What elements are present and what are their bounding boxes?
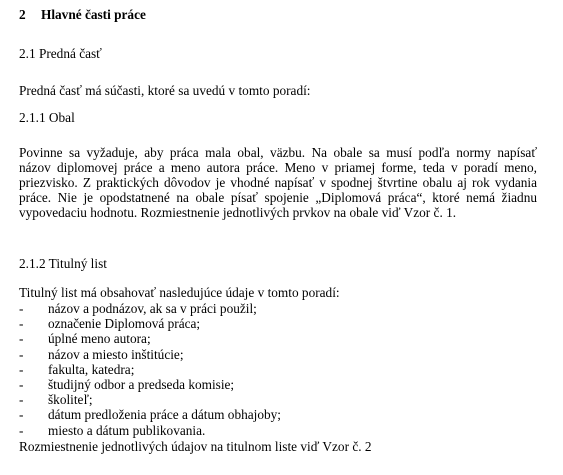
list-item — [19, 331, 281, 346]
list-item-text: úplné meno autora; — [48, 331, 151, 347]
list-item — [19, 377, 281, 392]
list-item — [19, 347, 281, 362]
section-2-1-2-intro: Titulný list má obsahovať nasledujúce údaje v tomto poradí: — [19, 285, 340, 300]
section-2-1-2-heading: 2.1.2 Titulný list — [19, 256, 107, 271]
list-item-text: študijný odbor a predseda komisie; — [48, 376, 235, 392]
paragraph-line: priezvisko. Z praktických dôvodov je vhodné napísať v spodnej štvrtine obalu aj rok vydania — [19, 175, 537, 190]
section-2-1-2-closing: Rozmiestnenie jednotlivých údajov na titulnom liste viď Vzor č. 2 — [19, 439, 372, 454]
list-item-text: dátum predloženia práce a dátum obhajoby; — [48, 407, 281, 423]
list-item — [19, 407, 281, 422]
list-dash: - — [19, 316, 24, 332]
list-item — [19, 301, 281, 316]
list-item — [19, 423, 281, 438]
list-item-text: miesto a dátum publikovania. — [48, 422, 206, 438]
list-dash: - — [19, 407, 24, 423]
section-2-1-heading: 2.1 Predná časť — [19, 46, 102, 61]
list-item-text: označenie Diplomová práca; — [48, 316, 201, 332]
chapter-heading — [19, 7, 146, 22]
list-item — [19, 392, 281, 407]
list-dash: - — [19, 361, 24, 377]
paragraph-line: vypovedaciu hodnotu. Rozmiestnenie jednotlivých prvkov na obale viď Vzor č. 1. — [19, 205, 457, 220]
list-dash: - — [19, 331, 24, 347]
list-item — [19, 362, 281, 377]
section-2-1-1-paragraph — [19, 145, 537, 220]
list-item-text: názov a miesto inštitúcie; — [48, 346, 184, 362]
list-dash: - — [19, 376, 24, 392]
chapter-number: 2 — [19, 7, 26, 22]
list-item — [19, 316, 281, 331]
list-dash: - — [19, 301, 24, 316]
list-dash: - — [19, 346, 24, 362]
list-dash: - — [19, 392, 24, 408]
title-page-items-list — [19, 301, 281, 438]
paragraph-line: názov diplomovej práce a meno autora práce. Meno v priamej forme, teda v poradí meno, — [19, 160, 537, 175]
list-item-text: fakulta, katedra; — [48, 361, 135, 377]
section-2-1-1-heading: 2.1.1 Obal — [19, 110, 75, 125]
list-item-text: školiteľ; — [48, 392, 93, 408]
list-dash: - — [19, 422, 24, 438]
section-2-1-intro: Predná časť má súčasti, ktoré sa uvedú v tomto poradí: — [19, 83, 311, 98]
paragraph-line: práce. Nie je opodstatnené na obale písať spojenie „Diplomová práca“, ktoré nemá žiadnu — [19, 190, 537, 205]
chapter-title: Hlavné časti práce — [41, 7, 146, 22]
list-item-text: názov a podnázov, ak sa v práci použil; — [48, 301, 257, 316]
paragraph-line: Povinne sa vyžaduje, aby práca mala obal, väzbu. Na obale sa musí podľa normy napísať — [19, 145, 537, 160]
